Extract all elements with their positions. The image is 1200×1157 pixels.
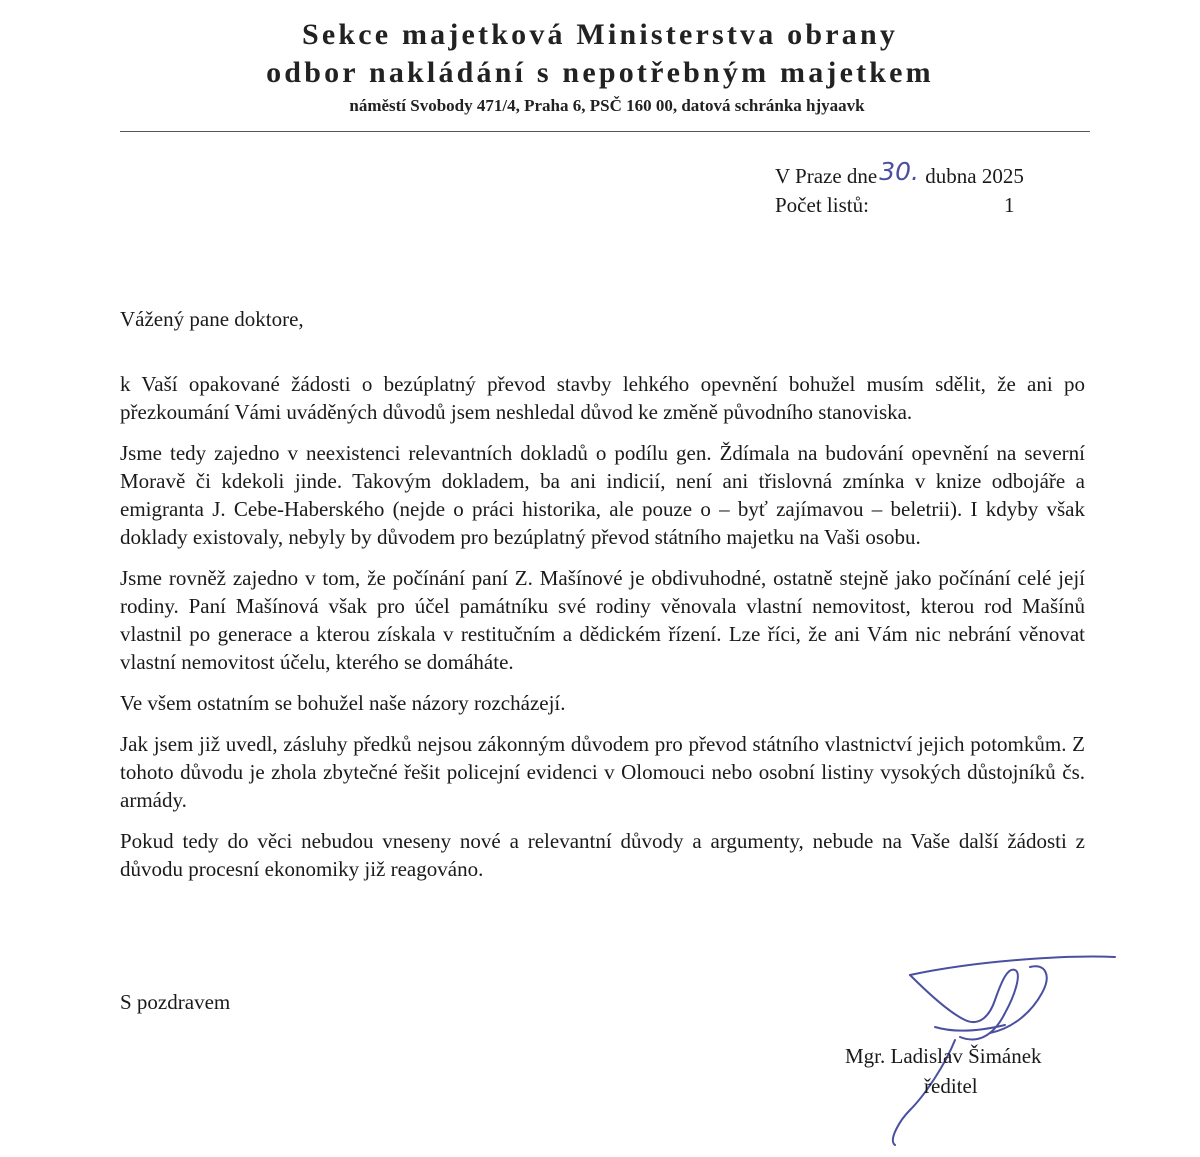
salutation: Vážený pane doktore, xyxy=(120,307,304,331)
body-paragraph: Ve všem ostatním se bohužel naše názory rozcházejí. xyxy=(120,691,566,715)
closing-phrase: S pozdravem xyxy=(120,990,231,1014)
body-paragraph: Jsme tedy zajedno v neexistenci relevantních dokladů o podílu gen. Ždímala na budování opevnění na severní Moravě či kdekoli jinde. Takovým dokladem, ba ani indicií, není ani třislovná zmínka v knize odbojáře a emigranta J. Cebe-Haberského (nejde o práci historika, ale pouze o – byť zajímavou – beletrii). I kdyby však doklady existovaly, nebyly by důvodem pro bezúplatný převod státního majetku na Vaši osobu. xyxy=(120,441,1085,549)
date-prefix: V Praze dne xyxy=(775,164,878,188)
handwritten-day: 30. xyxy=(879,157,920,186)
body-paragraph: Jak jsem již uvedl, zásluhy předků nejsou zákonným důvodem pro převod státního vlastnictví jejich potomkům. Z tohoto důvodu je zhola zbytečné řešit policejní evidenci v Olomouci nebo osobní listiny vysokých důstojníků čs. armády. xyxy=(120,732,1085,812)
date-month-year: dubna 2025 xyxy=(925,164,1024,188)
body-paragraph: k Vaší opakované žádosti o bezúplatný převod stavby lehkého opevnění bohužel musím sdělit, že ani po přezkoumání Vámi uváděných důvodů jsem neshledal důvod ke změně původního stanoviska. xyxy=(120,372,1085,424)
letterhead-organization: Sekce majetková Ministerstva obrany xyxy=(301,18,899,51)
page-count-label: Počet listů: xyxy=(775,193,869,217)
page-count-value: 1 xyxy=(1004,193,1015,217)
letterhead-department: odbor nakládání s nepotřebným majetkem xyxy=(266,56,934,89)
header-divider xyxy=(120,131,1090,132)
letter-body xyxy=(120,370,1085,896)
signer-title: ředitel xyxy=(924,1074,978,1098)
signer-name: Mgr. Ladislav Šimánek xyxy=(845,1044,1042,1068)
date-block xyxy=(775,157,1024,220)
letterhead-address: náměstí Svobody 471/4, Praha 6, PSČ 160 00, datová schránka hjyaavk xyxy=(349,96,865,115)
date-line xyxy=(775,157,1024,191)
body-paragraph: Jsme rovněž zajedno v tom, že počínání paní Z. Mašínové je obdivuhodné, ostatně stejně jako počínání celé její rodiny. Paní Mašínová však pro účel památníku své rodiny věnovala vlastní nemovitost, kterou rod Mašínů vlastnil po generace a kterou získala v restitučním a dědickém řízení. Lze říci, že ani Vám nic nebrání věnovat vlastní nemovitost účelu, kterého se domáháte. xyxy=(120,566,1085,674)
page-count-line xyxy=(775,191,1024,220)
body-paragraph: Pokud tedy do věci nebudou vneseny nové a relevantní důvody a argumenty, nebude na Vaše další žádosti z důvodu procesní ekonomiky již reagováno. xyxy=(120,829,1085,881)
